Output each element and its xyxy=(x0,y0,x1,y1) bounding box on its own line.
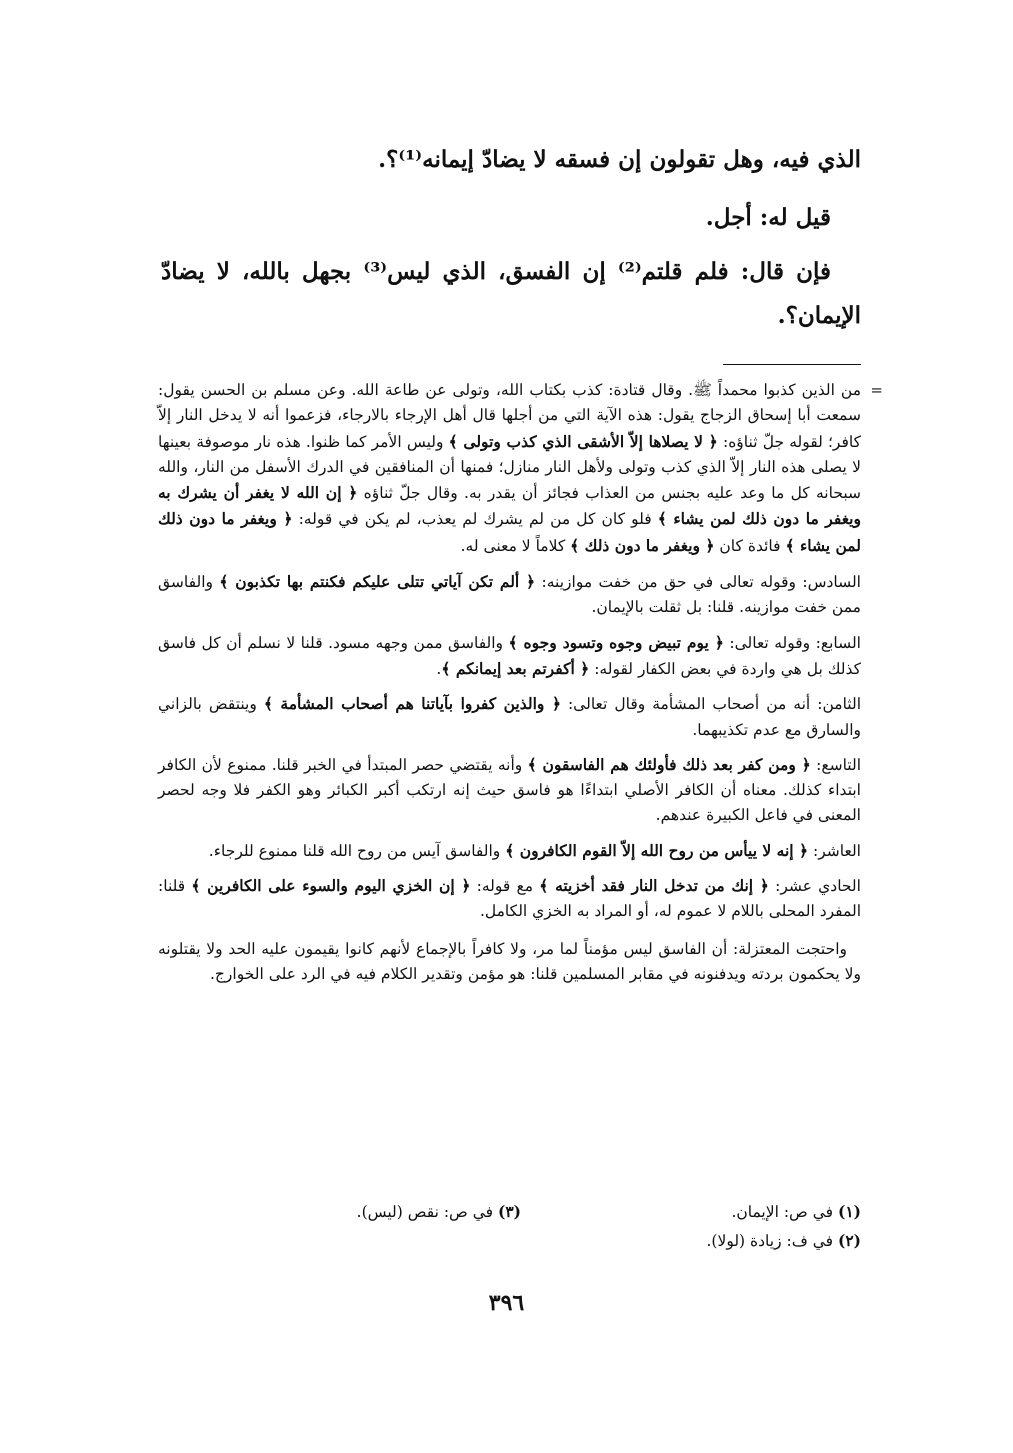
commentary-notes xyxy=(158,378,883,996)
note-paragraph-ninth xyxy=(158,752,861,829)
footnote-1 xyxy=(731,1198,861,1226)
footnote-3-text: في ص: نقص (ليس). xyxy=(356,1203,494,1221)
note-1-text-c: فلو كان كل من لم يشرك لم يعذب، لم يكن في قوله: xyxy=(298,510,652,529)
footnote-3-number: (٣) xyxy=(497,1202,521,1221)
note-4-text-b: وينتقض بالزاني والسارق مع عدم تكذيبهما. xyxy=(158,695,861,739)
note-5-text-b: وأنه يقتضي حصر المبتدأ في الخبر قلنا. ممنوع لأن الكافر ابتداء كذلك. معناه أن الكافر الأصلي ابتداءًا هو فاسق حيث إنه ارتكب أكبر الكبائر وهو الكفر فلا وجه لحصر المعنى في فاعل الكبيرة عندهم. xyxy=(158,755,861,825)
note-paragraph-seventh xyxy=(158,630,861,683)
main-para-3-text: فإن قال: فلم قلتم⁽²⁾ إن الفسق، الذي ليس⁽³⁾ بجهل بالله، لا يضادّ الإيمان؟. xyxy=(161,258,861,329)
note-7-text-b: مع قوله: xyxy=(476,877,534,896)
note-4-text-a: الثامن: أنه من أصحاب المشأمة وقال تعالى: xyxy=(567,695,861,714)
note-6-text-b: والفاسق آيس من روح الله قلنا ممنوع للرجاء. xyxy=(208,841,501,860)
note-7-text-a: الحادي عشر: xyxy=(775,877,861,896)
footnotes xyxy=(158,1198,861,1256)
note-paragraph-eleventh xyxy=(158,873,861,925)
note-1-quran-2: ﴿ إن الله لا يغفر أن يشرك به ويغفر ما دون ذلك لمن يشاء ﴾ xyxy=(158,483,861,529)
note-1-text-d: فائدة كان xyxy=(719,536,781,555)
note-2-quran: ﴿ ألم تكن آياتي تتلى عليكم فكنتم بها تكذبون ﴾ xyxy=(219,572,536,592)
note-1-quran-1: ﴿ لا يصلاها إلاّ الأشقى الذي كذب وتولى ﴾ xyxy=(448,431,718,451)
note-3-text-a: السابع: وقوله تعالى: xyxy=(729,633,861,652)
main-text-paragraph-3 xyxy=(161,250,861,338)
note-6-text-a: العاشر: xyxy=(813,841,861,860)
continuation-mark: = xyxy=(870,381,883,399)
main-line-2-text: قيل له: أجل. xyxy=(705,204,831,231)
note-paragraph-mutazila xyxy=(158,937,861,988)
note-7-quran-1: ﴿ إنك من تدخل النار فقد أخزيته ﴾ xyxy=(539,876,769,896)
note-2-text-a: السادس: وقوله تعالى في حق من خفت موازينه: xyxy=(541,573,861,592)
note-1-quran-4: ﴿ ويغفر ما دون ذلك ﴾ xyxy=(570,535,715,555)
footnote-row-2 xyxy=(158,1227,861,1256)
note-7-text-c: قلنا: المفرد المحلى باللام لا عموم له، أو المراد به الخزي الكامل. xyxy=(158,877,861,921)
note-3-text-b: والفاسق ممن وجهه مسود. قلنا لا نسلم أن كل فاسق كذلك بل هي واردة في بعض الكفار لقوله: xyxy=(158,633,861,678)
note-8-text: واحتجت المعتزلة: أن الفاسق ليس مؤمناً لما مر، ولا كافراً بالإجماع لأنهم كانوا يقيمون عليه الحد ولا يقتلونه ولا يحكمون بردته ويدفنونه في مقابر المسلمين قلنا: هو مؤمن وتقدير الكلام فيه في الرد على الخوارج. xyxy=(158,939,861,983)
note-1-text-e: كلاماً لا معنى له. xyxy=(460,536,566,555)
note-3-quran-1: ﴿ يوم تبيض وجوه وتسود وجوه ﴾ xyxy=(508,632,724,652)
footnote-1-number: (١) xyxy=(837,1202,861,1221)
note-4-quran: ﴿ والذين كفروا بآياتنا هم أصحاب المشأمة ﴾ xyxy=(263,694,561,714)
note-6-quran: ﴿ إنه لا ييأس من روح الله إلاّ القوم الكافرون ﴾ xyxy=(505,840,809,860)
note-2-text-b: والفاسق ممن خفت موازينه. قلنا: بل ثقلت بالإيمان. xyxy=(158,573,861,617)
note-5-quran: ﴿ ومن كفر بعد ذلك فأولئك هم الفاسقون ﴾ xyxy=(527,754,811,774)
footnote-row-1 xyxy=(158,1198,861,1227)
note-3-quran-2: ﴿ أكفرتم بعد إيمانكم ﴾ xyxy=(441,658,590,678)
note-1-text-b: وليس الأمر كما ظنوا. هذه نار موصوفة بعينها لا يصلى هذه النار إلاّ الذي كذب وتولى ولأهل النار منازل؛ فمنها أن المنافقين في الدرك الأسفل من النار، والله سبحانه كل ما وعد عليه بجنس من العذاب فجائز أن يقدر به. وقال جلّ ثناؤه xyxy=(158,432,861,503)
note-1-text-a: من الذين كذبوا محمداً ﷺ. وقال قتادة: كذب بكتاب الله، وتولى عن طاعة الله. وعن مسلم بن الحسن يقول: سمعت أبا إسحاق الزجاج يقول: هذه الآية التي من أجلها قال أهل الإرجاء بالارجاء، فزعموا أنه لا يدخل النار إلاّ كافر؛ لقوله جلّ ثناؤه: xyxy=(158,381,861,451)
note-paragraph-sixth xyxy=(158,569,861,621)
main-text-line-1 xyxy=(161,138,861,182)
footnote-separator-rule xyxy=(723,364,861,365)
note-paragraph-tenth xyxy=(158,838,861,864)
note-paragraph-eighth xyxy=(158,691,861,743)
footnote-2-number: (٢) xyxy=(837,1231,861,1250)
note-paragraph-1 xyxy=(158,378,861,559)
note-3-text-c: . xyxy=(436,659,442,678)
footnote-1-text: في ص: الإيمان. xyxy=(731,1203,834,1221)
note-1-quran-3: ﴿ ويغفر ما دون ذلك لمن يشاء ﴾ xyxy=(158,509,861,555)
footnote-3 xyxy=(357,1198,521,1226)
page-number: ٣٩٦ xyxy=(488,1290,525,1316)
note-5-text-a: التاسع: xyxy=(816,755,861,774)
main-text-line-2 xyxy=(161,196,861,240)
note-7-quran-2: ﴿ إن الخزي اليوم والسوء على الكافرين ﴾ xyxy=(191,876,471,896)
footnote-2-text: في ف: زيادة (لولا). xyxy=(706,1232,834,1250)
footnote-2 xyxy=(707,1227,862,1255)
main-line-1-text: الذي فيه، وهل تقولون إن فسقه لا يضادّ إيمانه⁽¹⁾؟. xyxy=(378,146,861,173)
